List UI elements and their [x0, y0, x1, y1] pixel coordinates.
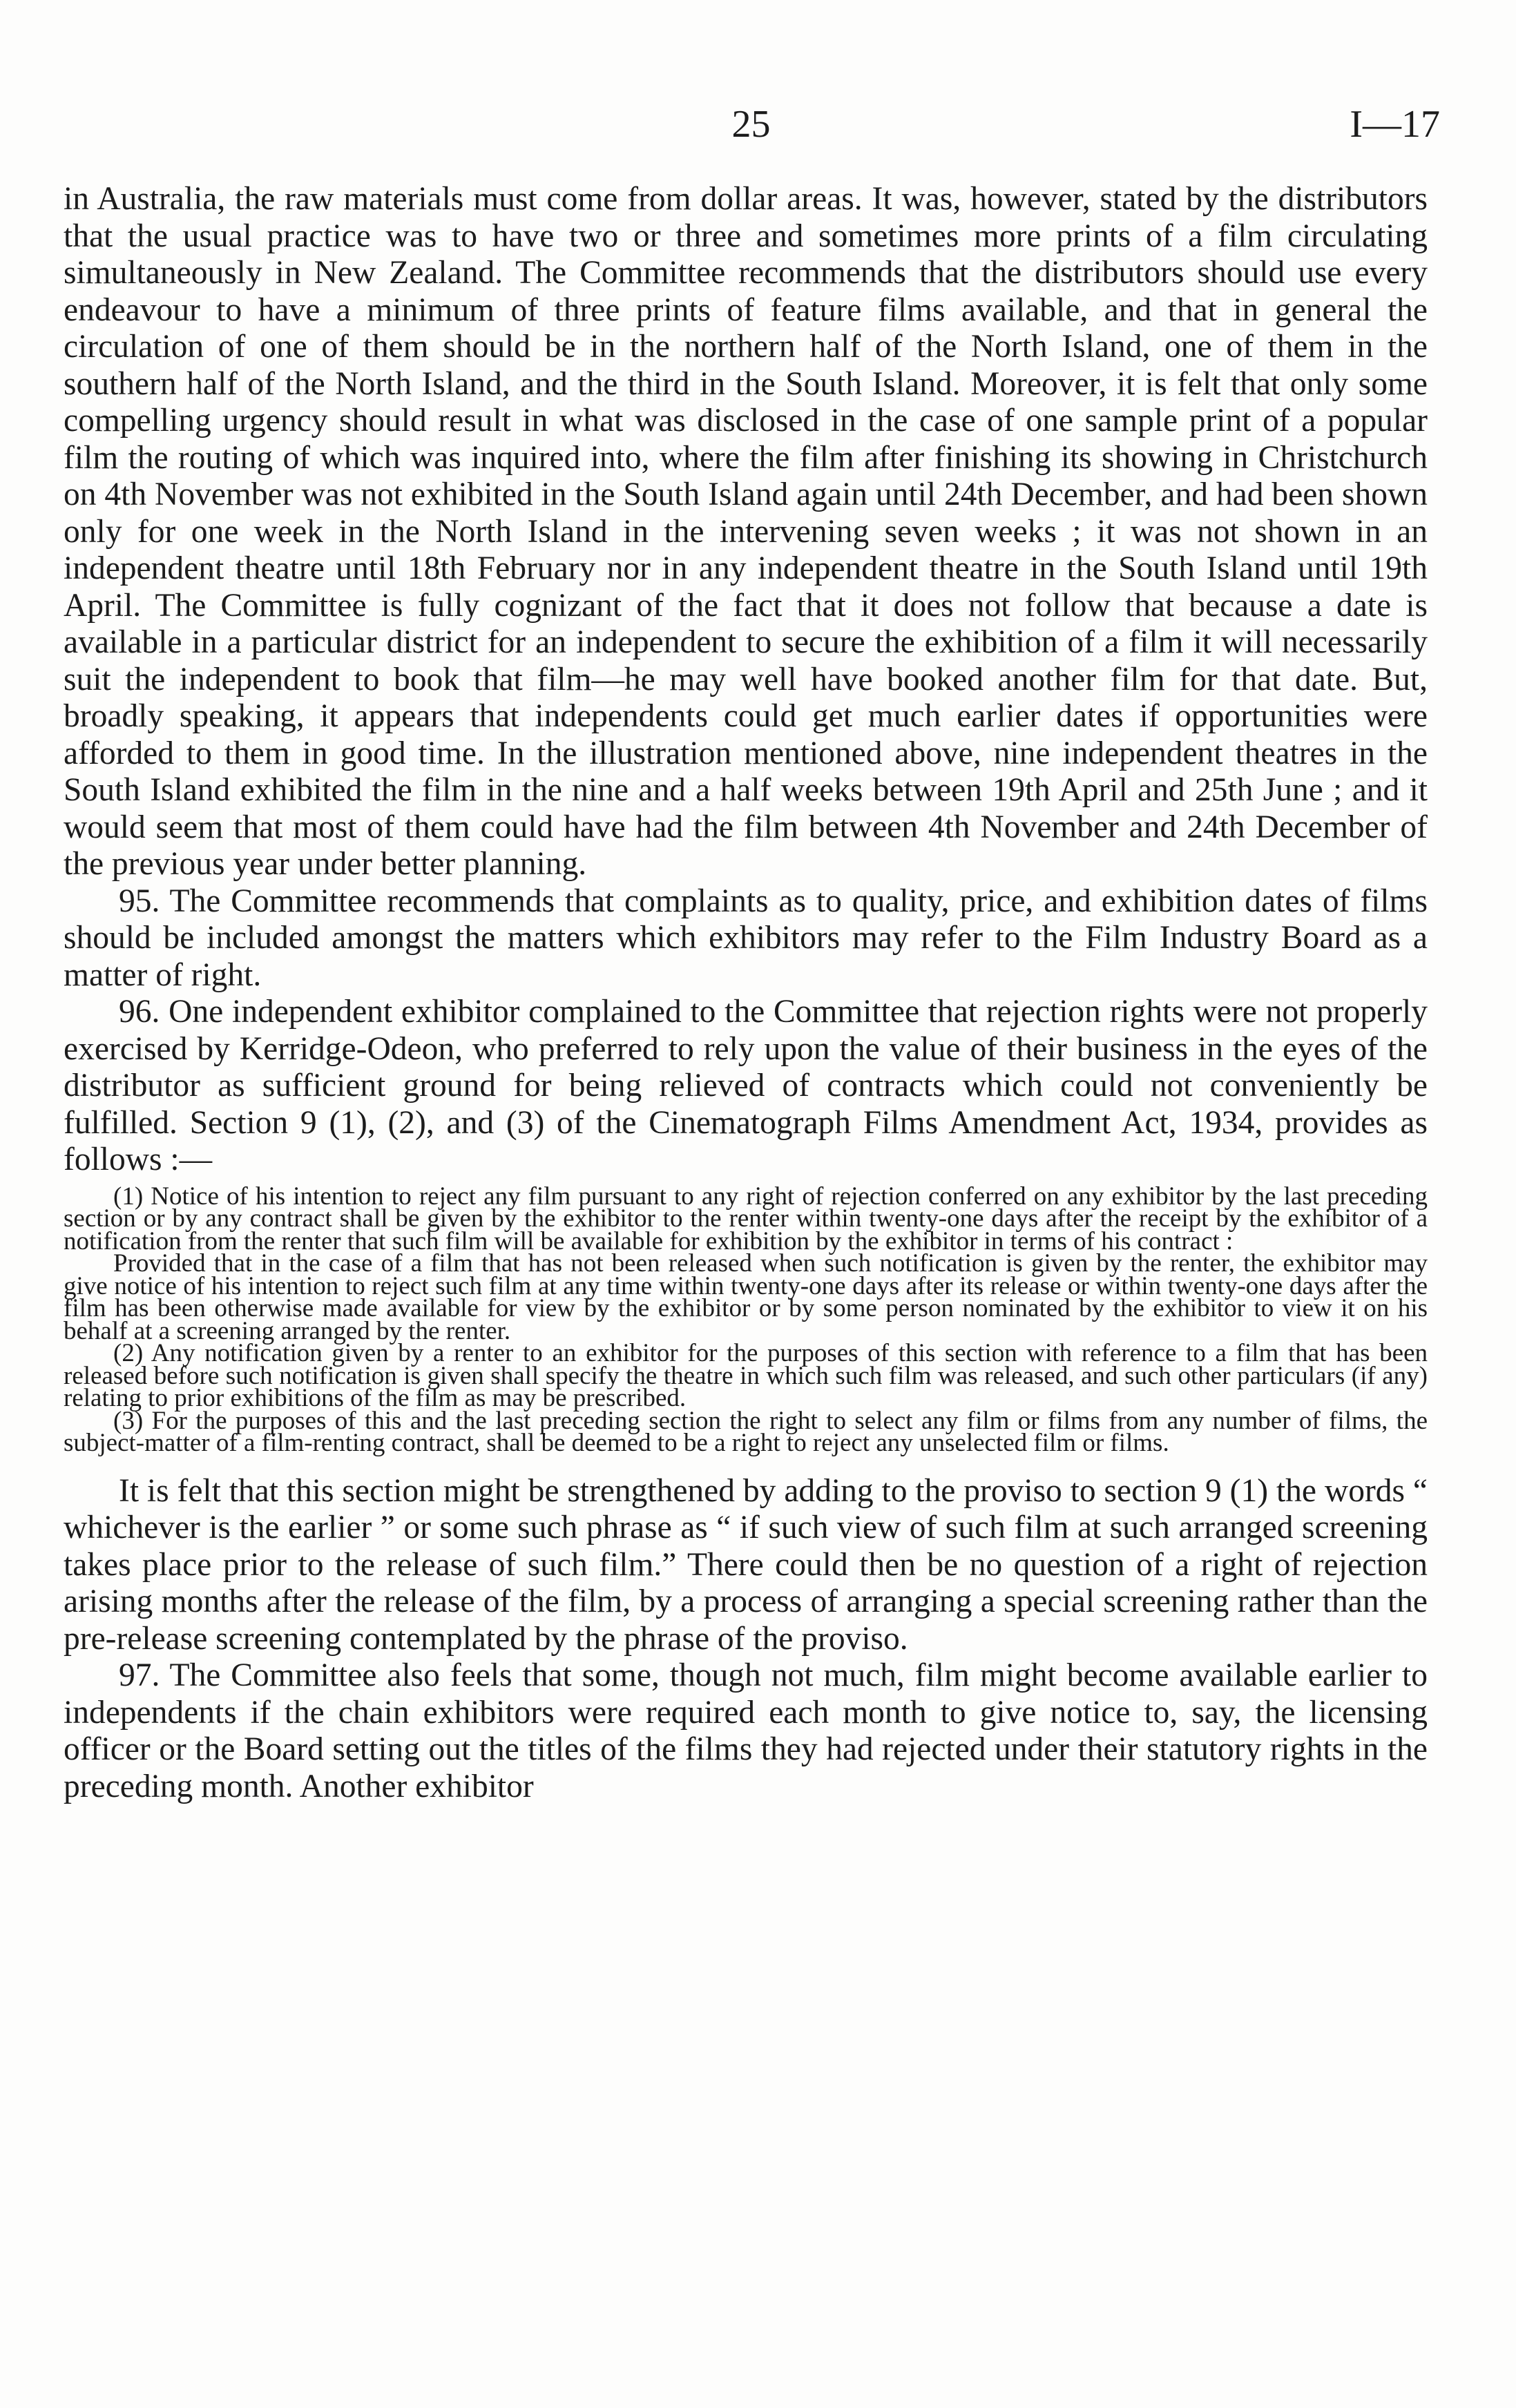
statute-quotation [64, 1182, 1428, 1457]
paragraph-97: 97. The Committee also feels that some, though not much, film might become available earlier to independents if the chain exhibitors were required each month to give notice to, say, the licensing officer or the Board setting out the titles of the films they had rejected under their statutory rights in the preceding month. Another exhibitor [64, 1657, 1428, 1804]
body-text [64, 181, 1428, 1805]
page-number: 25 [731, 103, 771, 146]
paragraph-95: 95. The Committee recommends that complaints as to quality, price, and exhibition dates of films should be included amongst the matters which exhibitors may refer to the Film Industry Board as a matter of right. [64, 883, 1428, 993]
quotation-subsection-2: (2) Any notification given by a renter to an exhibitor for the purposes of this section with reference to a film that has been released before such notification is given shall specify the theatre in which such film was released, and such other particulars (if any) relating to prior exhibitions of the film as may be prescribed. [64, 1339, 1428, 1412]
paragraph-96: 96. One independent exhibitor complained to the Committee that rejection rights were not properly exercised by Kerridge-Odeon, who preferred to rely upon the value of their business in the eyes of the distributor as sufficient ground for being relieved of contracts which could not conveniently be fulfilled. Section 9 (1), (2), and (3) of the Cinematograph Films Amendment Act, 1934, provides as follows :— [64, 994, 1428, 1177]
page-header [62, 97, 1440, 152]
paper-reference: I—17 [1350, 103, 1440, 146]
quotation-subsection-1: (1) Notice of his intention to reject any film pursuant to any right of rejection conferred on any exhibitor by the last preceding section or by any contract shall be given by the exhibitor to the renter within twenty-one days after the receipt by the exhibitor of a notification from the renter that such film will be available for exhibition by the exhibitor in terms of his contract : [64, 1182, 1428, 1255]
quotation-subsection-3: (3) For the purposes of this and the last preceding section the right to select any film or films from any number of films, the subject-matter of a film-renting contract, shall be deemed to be a right to reject any unselected film or films. [64, 1406, 1428, 1457]
quotation-proviso: Provided that in the case of a film that has not been released when such notification is given by the renter, the exhibitor may give notice of his intention to reject such film at any time within twenty-one days after its release or within twenty-one days after the film has been otherwise made available for view by the exhibitor or by some person nominated by the exhibitor to view it on his behalf at a screening arranged by the renter. [64, 1249, 1428, 1345]
paragraph-commentary: It is felt that this section might be strengthened by adding to the proviso to section 9 (1) the words “ whichever is the earlier ” or some such phrase as “ if such view of such film at such arranged screening takes place prior to the release of such film.” There could then be no question of a right of rejection arising months after the release of the film, by a process of arranging a special screening rather than the pre-release screening contemplated by the phrase of the proviso. [64, 1472, 1428, 1657]
paragraph-continuation: in Australia, the raw materials must come from dollar areas. It was, however, stated by the distributors that the usual practice was to have two or three and sometimes more prints of a film circulating simultaneously in New Zealand. The Committee recommends that the distributors should use every endeavour to have a minimum of three prints of feature films available, and that in general the circulation of one of them should be in the northern half of the North Island, one of them in the southern half of the North Island, and the third in the South Island. Moreover, it is felt that only some compelling urgency should result in what was disclosed in the case of one sample print of a popular film the routing of which was inquired into, where the film after finishing its showing in Christchurch on 4th November was not exhibited in the South Island again until 24th December, and had been shown only for one week in the North Island in the intervening seven weeks ; it was not shown in an independent theatre until 18th February nor in any independent theatre in the South Island until 19th April. The Committee is fully cognizant of the fact that it does not follow that because a date is available in a particular district for an independent to secure the exhibition of a film it will necessarily suit the independent to book that film—he may well have booked another film for that date. But, broadly speaking, it appears that independents could get much earlier dates if opportunities were afforded to them in good time. In the illustration mentioned above, nine independent theatres in the South Island exhibited the film in the nine and a half weeks between 19th April and 25th June ; and it would seem that most of them could have had the film between 4th November and 24th December of the previous year under better planning. [64, 181, 1428, 882]
